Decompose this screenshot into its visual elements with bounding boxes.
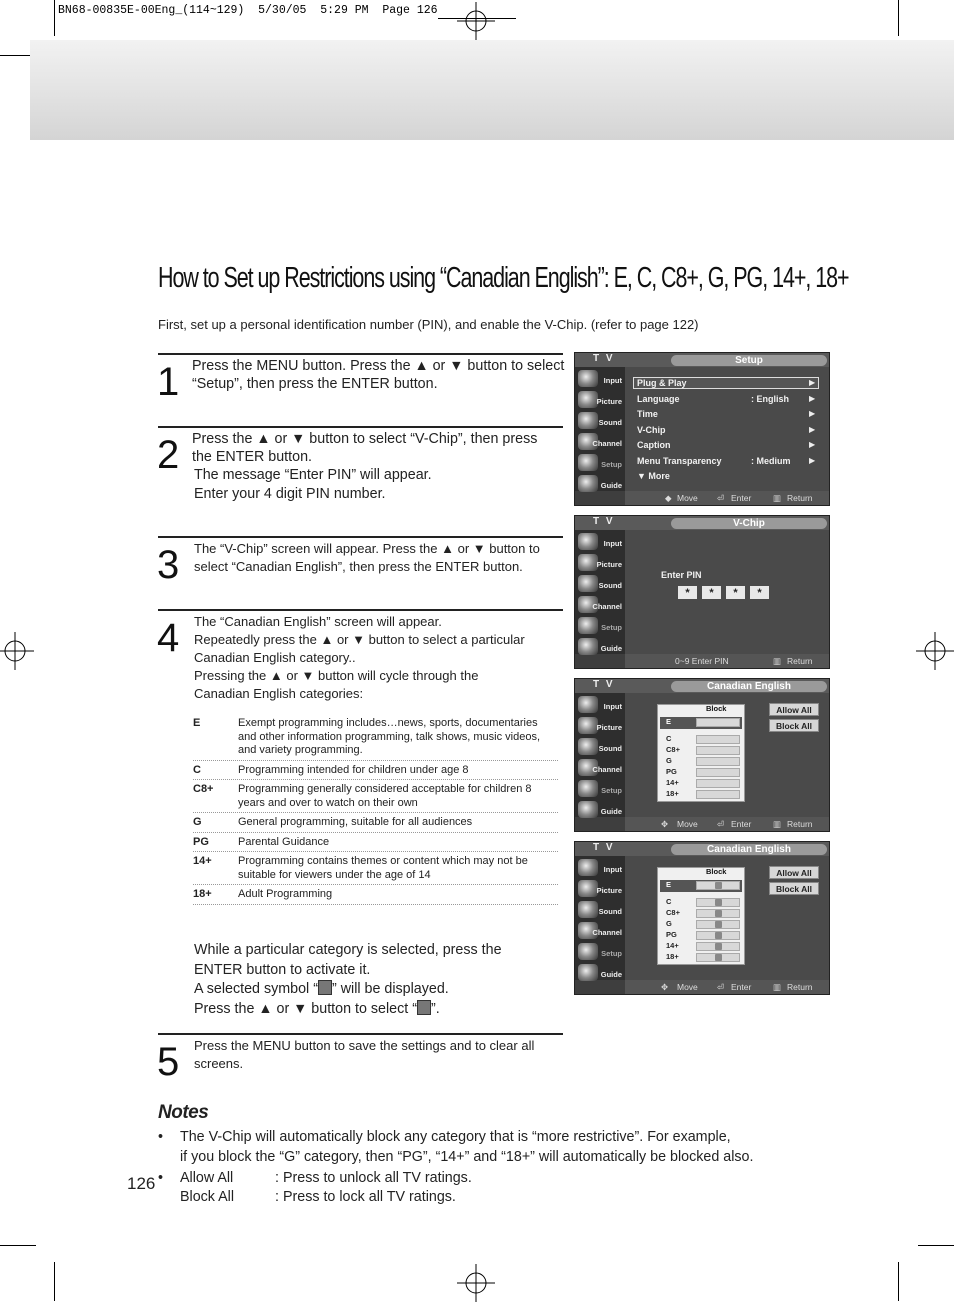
sidebar-label: Channel <box>592 765 622 774</box>
lock-icon <box>715 943 722 950</box>
rating-panel <box>657 867 745 965</box>
step-2-text <box>192 430 537 503</box>
sidebar-label: Guide <box>600 807 622 816</box>
lock-icon <box>715 899 722 906</box>
category-code: 18+ <box>193 888 212 900</box>
step-line: Canadian English categories: <box>194 686 364 701</box>
step-number: 1 <box>157 360 180 404</box>
rating-block-toggle[interactable] <box>696 920 740 929</box>
sidebar-item-sound[interactable] <box>575 737 625 757</box>
rating-block-toggle[interactable] <box>696 735 740 744</box>
registration-mark-icon <box>457 1264 495 1302</box>
move-label: Move <box>677 819 698 829</box>
sidebar-item-picture[interactable] <box>575 716 625 736</box>
table-row <box>193 885 558 905</box>
move-label: Move <box>677 493 698 503</box>
sidebar-item-input[interactable] <box>575 858 625 878</box>
sidebar-label: Channel <box>592 928 622 937</box>
menu-value: : English <box>751 394 789 404</box>
picture-icon <box>578 554 598 571</box>
step-divider <box>158 609 563 611</box>
guide-icon <box>578 638 598 655</box>
return-label: Return <box>787 982 813 992</box>
sidebar-label: Channel <box>592 602 622 611</box>
return-icon: ▥ <box>773 493 782 503</box>
sidebar-item-channel[interactable] <box>575 595 625 615</box>
sidebar-item-input[interactable] <box>575 532 625 552</box>
block-header: Block <box>706 704 727 713</box>
sidebar-label: Input <box>603 702 622 711</box>
registration-mark-icon <box>457 2 495 40</box>
osd-bottombar <box>625 980 829 994</box>
category-code: 14+ <box>193 855 212 867</box>
category-table <box>193 714 558 905</box>
rating-label: 14+ <box>666 778 679 787</box>
rating-label: PG <box>666 930 677 939</box>
return-icon: ▥ <box>773 982 782 992</box>
step-4-text <box>194 613 525 703</box>
rating-block-toggle[interactable] <box>696 881 740 890</box>
move-label: Move <box>677 982 698 992</box>
crop-mark <box>54 0 55 36</box>
sidebar-label: Picture <box>596 560 622 569</box>
note-1 <box>180 1128 753 1167</box>
category-code: G <box>193 816 202 828</box>
step-line: The “V-Chip” screen will appear. Press the ▲ or ▼ button to <box>194 541 540 556</box>
sidebar-label: Guide <box>600 644 622 653</box>
osd-sidebar <box>575 367 625 491</box>
table-row <box>193 852 558 885</box>
menu-item-caption[interactable]: Caption <box>637 440 671 450</box>
sidebar-item-guide[interactable] <box>575 963 625 983</box>
note-allow-all-label: Allow All <box>180 1170 234 1186</box>
step-line: “Setup”, then press the ENTER button. <box>192 376 438 393</box>
sound-icon <box>578 412 598 429</box>
sidebar-item-setup[interactable] <box>575 779 625 799</box>
category-code: C8+ <box>193 783 214 795</box>
rating-block-toggle[interactable] <box>696 768 740 777</box>
return-icon: ▥ <box>773 656 782 666</box>
sidebar-item-guide[interactable] <box>575 800 625 820</box>
sidebar-label: Setup <box>601 623 622 632</box>
sidebar-item-input[interactable] <box>575 695 625 715</box>
notes-heading: Notes <box>158 1102 209 1123</box>
category-code: E <box>193 717 201 729</box>
picture-icon <box>578 880 598 897</box>
step-line: Press the ▲ or ▼ button to select “V-Chip”, then press <box>192 431 538 447</box>
sidebar-item-sound[interactable] <box>575 900 625 920</box>
lock-icon <box>715 910 722 917</box>
header-band <box>30 40 954 140</box>
lock-icon <box>715 954 722 961</box>
rating-block-toggle[interactable] <box>696 931 740 940</box>
note-block-all-text: : Press to lock all TV ratings. <box>275 1189 456 1205</box>
setup-icon <box>578 617 598 634</box>
step-number: 4 <box>157 616 180 660</box>
category-desc: Exempt programming includes…news, sports, documentaries and other information programming, talk shows, music videos, and variety programming. <box>238 717 541 756</box>
rating-block-toggle[interactable] <box>696 746 740 755</box>
setup-icon <box>578 454 598 471</box>
tv-screen-vchip <box>574 515 830 669</box>
picture-icon <box>578 391 598 408</box>
print-header: BN68-00835E-00Eng_(114~129) 5/30/05 5:29 PM Page 126 <box>58 4 438 17</box>
sidebar-item-picture[interactable] <box>575 390 625 410</box>
lock-icon <box>715 932 722 939</box>
step-line: The message “Enter PIN” will appear. <box>194 467 432 484</box>
step-divider <box>158 426 563 428</box>
menu-item-language[interactable]: Language <box>637 394 680 404</box>
rating-label: E <box>666 717 672 726</box>
step-line: the ENTER button. <box>192 449 312 466</box>
rating-block-toggle[interactable] <box>696 953 740 962</box>
sidebar-label: Channel <box>592 439 622 448</box>
sidebar-label: Sound <box>598 907 622 916</box>
table-row <box>193 714 558 761</box>
sidebar-label: Picture <box>596 723 622 732</box>
enter-pin-label: Enter PIN <box>661 570 702 580</box>
text-fragment: ” will be displayed. <box>331 981 449 997</box>
rating-label: C <box>666 734 672 743</box>
enter-label: Enter <box>731 982 752 992</box>
rating-block-toggle[interactable] <box>696 790 740 799</box>
menu-item-time[interactable]: Time <box>637 409 658 419</box>
sidebar-label: Guide <box>600 970 622 979</box>
rating-block-toggle[interactable] <box>696 779 740 788</box>
guide-icon <box>578 801 598 818</box>
step-divider <box>158 353 563 355</box>
input-icon <box>578 859 598 876</box>
enter-icon: ⏎ <box>717 819 725 829</box>
tv-screen-setup <box>574 352 830 506</box>
sidebar-item-guide[interactable] <box>575 474 625 494</box>
rating-label: C8+ <box>666 908 680 917</box>
return-label: Return <box>787 493 813 503</box>
rating-block-toggle[interactable] <box>696 718 740 727</box>
sidebar-item-channel[interactable] <box>575 432 625 452</box>
block-all-button[interactable]: Block All <box>769 719 819 732</box>
pin-hint: 0~9 Enter PIN <box>675 656 729 666</box>
step-number: 3 <box>157 543 180 587</box>
setup-icon <box>578 943 598 960</box>
category-desc: Parental Guidance <box>238 835 330 848</box>
rating-panel <box>657 704 745 802</box>
sound-icon <box>578 738 598 755</box>
arrow-right-icon: ▶ <box>809 456 816 465</box>
registration-mark-icon <box>0 632 34 670</box>
crop-mark <box>918 1245 954 1246</box>
enter-label: Enter <box>731 819 752 829</box>
arrow-right-icon: ▶ <box>809 440 816 449</box>
rating-label: G <box>666 756 672 765</box>
osd-tv-label: T V <box>593 679 615 690</box>
picture-icon <box>578 717 598 734</box>
osd-sidebar <box>575 530 625 654</box>
sidebar-item-sound[interactable] <box>575 411 625 431</box>
rating-label: C8+ <box>666 745 680 754</box>
note-line: if you block the “G” category, then “PG”, “14+” and “18+” will automatically be blocked also. <box>180 1148 754 1165</box>
intro-text: First, set up a personal identification number (PIN), and enable the V-Chip. (refer to page 122) <box>158 317 699 332</box>
sidebar-label: Setup <box>601 786 622 795</box>
step-line <box>194 1000 502 1020</box>
rating-label: C <box>666 897 672 906</box>
input-icon <box>578 696 598 713</box>
step-divider <box>158 536 563 538</box>
sidebar-item-sound[interactable] <box>575 574 625 594</box>
step-line: While a particular category is selected, press the <box>194 942 502 958</box>
page-title: How to Set up Restrictions using “Canadian English”: E, C, C8+, G, PG, 14+, 18+ <box>158 262 849 294</box>
osd-bottombar <box>625 654 829 668</box>
note-bullet: • <box>158 1129 164 1145</box>
note-bullet: • <box>158 1170 164 1186</box>
note-line: The V-Chip will automatically block any category that is “more restrictive”. For example, <box>180 1129 731 1145</box>
osd-title: Canadian English <box>671 844 827 855</box>
page-number: 126 <box>127 1174 156 1193</box>
note-allow-all-text: : Press to unlock all TV ratings. <box>275 1170 472 1186</box>
step-divider <box>158 1033 563 1035</box>
sidebar-label: Setup <box>601 949 622 958</box>
text-fragment: ”. <box>431 1000 440 1017</box>
step-3-text <box>194 540 540 576</box>
menu-value: : Medium <box>751 456 791 466</box>
step-line: Press the MENU button. Press the ▲ or ▼ button to select <box>192 358 565 374</box>
sound-icon <box>578 901 598 918</box>
sidebar-item-setup[interactable] <box>575 616 625 636</box>
sidebar-label: Sound <box>598 581 622 590</box>
category-desc: Adult Programming <box>238 888 333 900</box>
sidebar-item-setup[interactable] <box>575 942 625 962</box>
step-number: 2 <box>157 433 180 477</box>
category-desc: General programming, suitable for all audiences <box>238 816 473 828</box>
sidebar-item-channel[interactable] <box>575 921 625 941</box>
sidebar-label: Input <box>603 865 622 874</box>
sidebar-item-picture[interactable] <box>575 879 625 899</box>
tv-screen-canadian-english-blocked <box>574 841 830 995</box>
sidebar-label: Input <box>603 539 622 548</box>
step-4-instructions <box>194 941 502 1019</box>
block-header: Block <box>706 867 727 876</box>
step-line: screens. <box>194 1056 244 1071</box>
input-icon <box>578 533 598 550</box>
arrow-right-icon: ▶ <box>809 425 816 434</box>
enter-icon: ⏎ <box>717 982 725 992</box>
sidebar-label: Setup <box>601 460 622 469</box>
sidebar-label: Sound <box>598 418 622 427</box>
return-label: Return <box>787 656 813 666</box>
step-line: Press the MENU button to save the settings and to clear all <box>194 1038 535 1053</box>
rating-label: 14+ <box>666 941 679 950</box>
table-row <box>193 761 558 781</box>
step-line: Canadian English category.. <box>194 650 356 665</box>
text-fragment: A selected symbol “ <box>194 981 318 997</box>
guide-icon <box>578 964 598 981</box>
step-1-text <box>192 357 564 393</box>
move-icon: ◆ <box>665 493 672 503</box>
menu-item-more[interactable]: ▼ More <box>637 471 670 481</box>
osd-title: Canadian English <box>671 681 827 692</box>
sidebar-item-picture[interactable] <box>575 553 625 573</box>
setup-icon <box>578 780 598 797</box>
rating-label: 18+ <box>666 789 679 798</box>
sidebar-item-guide[interactable] <box>575 637 625 657</box>
block-all-button[interactable]: Block All <box>769 882 819 895</box>
crop-mark <box>898 0 899 36</box>
text-fragment: Press the ▲ or ▼ button to select “ <box>194 1000 417 1017</box>
rating-block-toggle[interactable] <box>696 757 740 766</box>
rating-block-toggle[interactable] <box>696 909 740 918</box>
input-icon <box>578 370 598 387</box>
rating-block-toggle[interactable] <box>696 898 740 907</box>
step-number: 5 <box>157 1040 180 1084</box>
guide-icon <box>578 475 598 492</box>
step-line <box>194 980 502 1000</box>
table-row <box>193 780 558 813</box>
category-desc: Programming intended for children under age 8 <box>238 763 469 776</box>
osd-title: Setup <box>671 355 827 366</box>
osd-sidebar <box>575 693 625 817</box>
category-desc: Programming generally considered acceptable for children 8 years and over to watch on their own <box>238 783 532 809</box>
sidebar-label: Picture <box>596 886 622 895</box>
move-icon: ✥ <box>661 819 669 829</box>
lock-icon <box>318 980 332 995</box>
sidebar-item-setup[interactable] <box>575 453 625 473</box>
osd-sidebar <box>575 856 625 980</box>
rating-block-toggle[interactable] <box>696 942 740 951</box>
move-icon: ✥ <box>661 982 669 992</box>
step-line: Repeatedly press the ▲ or ▼ button to select a particular <box>194 632 525 647</box>
pin-digit-1[interactable]: * <box>678 586 697 599</box>
table-row <box>193 833 558 853</box>
return-icon: ▥ <box>773 819 782 829</box>
sidebar-label: Input <box>603 376 622 385</box>
menu-item-plug-play[interactable]: Plug & Play <box>637 378 687 388</box>
table-row <box>193 813 558 833</box>
step-line: The “Canadian English” screen will appear. <box>194 614 442 629</box>
step-line: Enter your 4 digit PIN number. <box>194 485 386 502</box>
osd-title: V-Chip <box>671 518 827 529</box>
step-line: Pressing the ▲ or ▼ button will cycle through the <box>194 668 479 683</box>
sidebar-item-input[interactable] <box>575 369 625 389</box>
crop-mark <box>898 1262 899 1301</box>
arrow-right-icon: ▶ <box>809 409 816 418</box>
sidebar-item-channel[interactable] <box>575 758 625 778</box>
osd-bottombar <box>625 817 829 831</box>
category-desc: Programming contains themes or content which may not be suitable for viewers under the age of 14 <box>238 855 528 881</box>
rating-label: E <box>666 880 672 889</box>
osd-tv-label: T V <box>593 353 615 364</box>
pin-digit-4[interactable]: * <box>750 586 769 599</box>
sidebar-label: Guide <box>600 481 622 490</box>
menu-item-transparency[interactable]: Menu Transparency <box>637 456 722 466</box>
step-line: ENTER button to activate it. <box>194 961 371 978</box>
step-line: select “Canadian English”, then press the ENTER button. <box>194 559 523 574</box>
registration-mark-icon <box>916 632 954 670</box>
enter-icon: ⏎ <box>717 493 725 503</box>
osd-tv-label: T V <box>593 516 615 527</box>
return-label: Return <box>787 819 813 829</box>
menu-item-vchip[interactable]: V-Chip <box>637 425 666 435</box>
lock-icon <box>715 882 722 889</box>
sound-icon <box>578 575 598 592</box>
sidebar-label: Picture <box>596 397 622 406</box>
rating-label: G <box>666 919 672 928</box>
pin-digit-3[interactable]: * <box>726 586 745 599</box>
lock-icon <box>715 921 722 928</box>
category-code: C <box>193 763 201 776</box>
pin-digit-2[interactable]: * <box>702 586 721 599</box>
rating-label: 18+ <box>666 952 679 961</box>
osd-bottombar <box>625 491 829 505</box>
crop-mark <box>54 1262 55 1301</box>
category-code: PG <box>193 835 209 848</box>
crop-mark <box>0 1245 36 1246</box>
allow-all-button[interactable]: Allow All <box>769 703 819 716</box>
header-underline <box>438 18 516 19</box>
arrow-right-icon: ▶ <box>809 394 816 403</box>
tv-screen-canadian-english <box>574 678 830 832</box>
arrow-right-icon: ▶ <box>809 378 816 387</box>
sidebar-label: Sound <box>598 744 622 753</box>
enter-label: Enter <box>731 493 752 503</box>
step-5-text <box>194 1037 534 1073</box>
note-block-all-label: Block All <box>180 1189 235 1205</box>
rating-label: PG <box>666 767 677 776</box>
osd-tv-label: T V <box>593 842 615 853</box>
lock-icon <box>417 1000 431 1015</box>
allow-all-button[interactable]: Allow All <box>769 866 819 879</box>
